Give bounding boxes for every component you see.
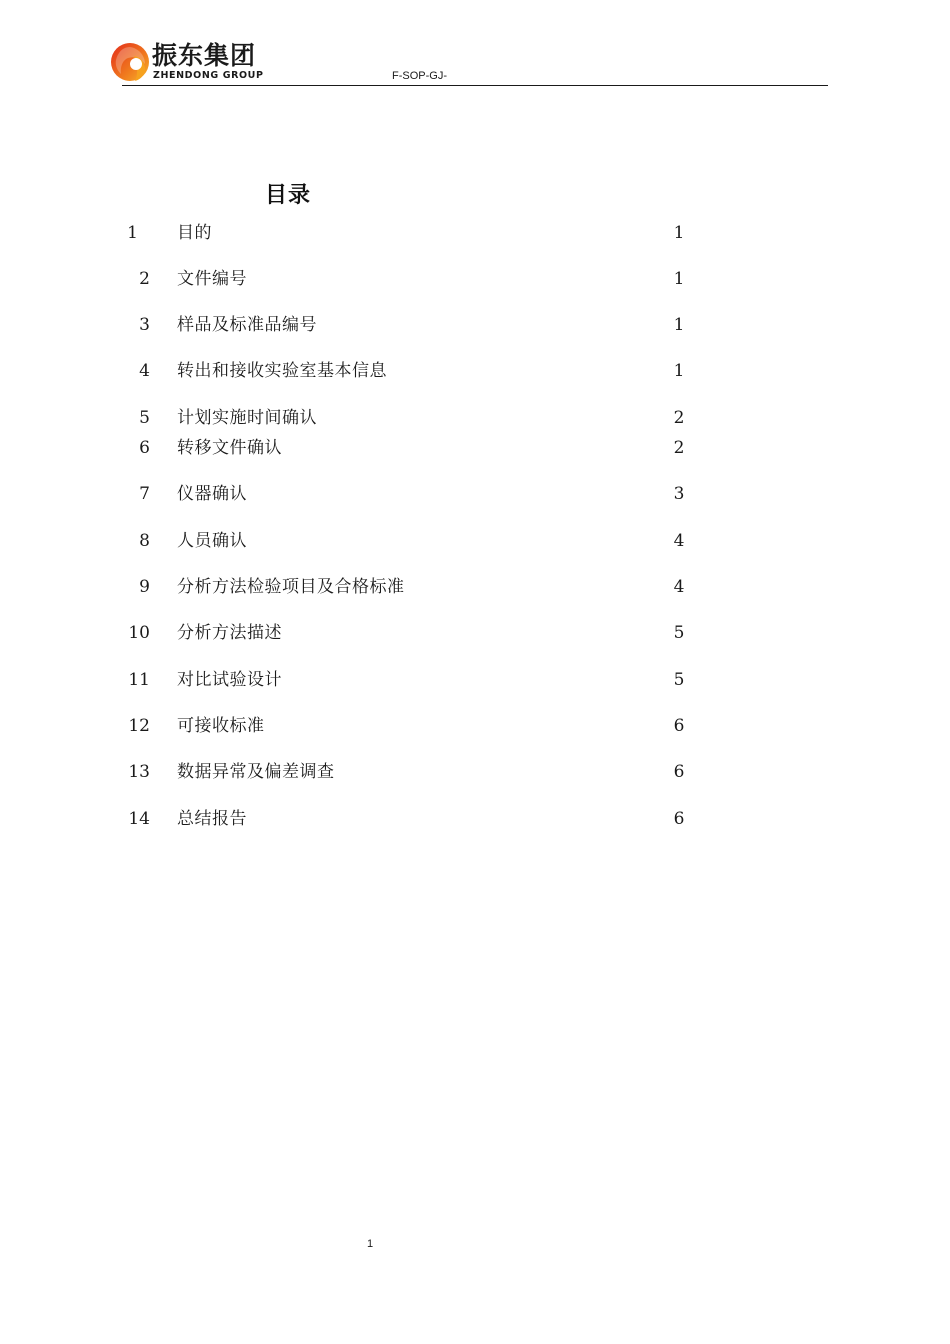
toc-entry[interactable] [0, 806, 950, 832]
toc-entry[interactable] [0, 574, 950, 600]
page-number: 1 [366, 1238, 374, 1250]
toc-entry-page: 5 [673, 623, 685, 643]
toc-entry-title: 分析方法检验项目及合格标准 [177, 577, 405, 597]
toc-entry[interactable] [0, 667, 950, 693]
toc-entry-title: 目的 [177, 223, 212, 243]
toc-entry-number: 9 [139, 577, 150, 597]
toc-entry-page: 1 [673, 315, 685, 335]
toc-entry-title: 样品及标准品编号 [177, 315, 317, 335]
toc-entry[interactable] [0, 358, 950, 384]
toc-entry-page: 4 [673, 577, 685, 597]
toc-entry-page: 2 [673, 438, 685, 458]
toc-entry-number: 4 [139, 361, 150, 381]
toc-entry-title: 转移文件确认 [177, 438, 282, 458]
toc-entry-page: 4 [673, 531, 685, 551]
toc-entry-title: 人员确认 [177, 531, 247, 551]
toc-entry-number: 8 [139, 531, 150, 551]
toc-entry-number: 6 [139, 438, 150, 458]
toc-entry-page: 2 [673, 408, 685, 428]
toc-entry[interactable] [0, 312, 950, 338]
toc-entry-page: 6 [673, 716, 685, 736]
toc-entry-number: 5 [139, 408, 150, 428]
toc-entry-title: 计划实施时间确认 [177, 408, 317, 428]
toc-entry[interactable] [0, 435, 950, 461]
toc-title: 目录 [265, 183, 312, 208]
logo-chinese-name: 振东集团 [152, 41, 257, 70]
toc-entry-number: 13 [128, 762, 150, 782]
toc-entry-title: 总结报告 [177, 809, 247, 829]
toc-entry-number: 11 [128, 670, 150, 690]
toc-entry-page: 6 [673, 809, 685, 829]
toc-entry[interactable] [0, 713, 950, 739]
toc-entry-number: 2 [139, 269, 150, 289]
toc-entry[interactable] [0, 220, 950, 246]
toc-entry[interactable] [0, 405, 950, 431]
toc-entry[interactable] [0, 481, 950, 507]
toc-entry-page: 1 [673, 223, 685, 243]
toc-entry-number: 1 [127, 223, 138, 243]
toc-entry-page: 1 [673, 361, 685, 381]
toc-entry-title: 可接收标准 [177, 716, 265, 736]
toc-entry-number: 12 [128, 716, 150, 736]
toc-entry-title: 仪器确认 [177, 484, 247, 504]
toc-entry-title: 分析方法描述 [177, 623, 282, 643]
toc-entry[interactable] [0, 266, 950, 292]
toc-entry-number: 14 [128, 809, 150, 829]
toc-entry[interactable] [0, 620, 950, 646]
logo-english-name: ZHENDONG GROUP [153, 70, 264, 81]
toc-entry-title: 数据异常及偏差调查 [177, 762, 335, 782]
toc-entry-page: 3 [673, 484, 685, 504]
toc-entry-page: 1 [673, 269, 685, 289]
toc-entry-title: 对比试验设计 [177, 670, 282, 690]
toc-entry[interactable] [0, 759, 950, 785]
toc-entry-page: 5 [673, 670, 685, 690]
toc-entry-number: 7 [139, 484, 150, 504]
document-code: F-SOP-GJ- [392, 70, 447, 82]
toc-entry[interactable] [0, 528, 950, 554]
toc-entry-number: 10 [128, 623, 150, 643]
toc-entry-title: 文件编号 [177, 269, 247, 289]
toc-entry-title: 转出和接收实验室基本信息 [177, 361, 387, 381]
toc-entry-number: 3 [139, 315, 150, 335]
toc-entry-page: 6 [673, 762, 685, 782]
